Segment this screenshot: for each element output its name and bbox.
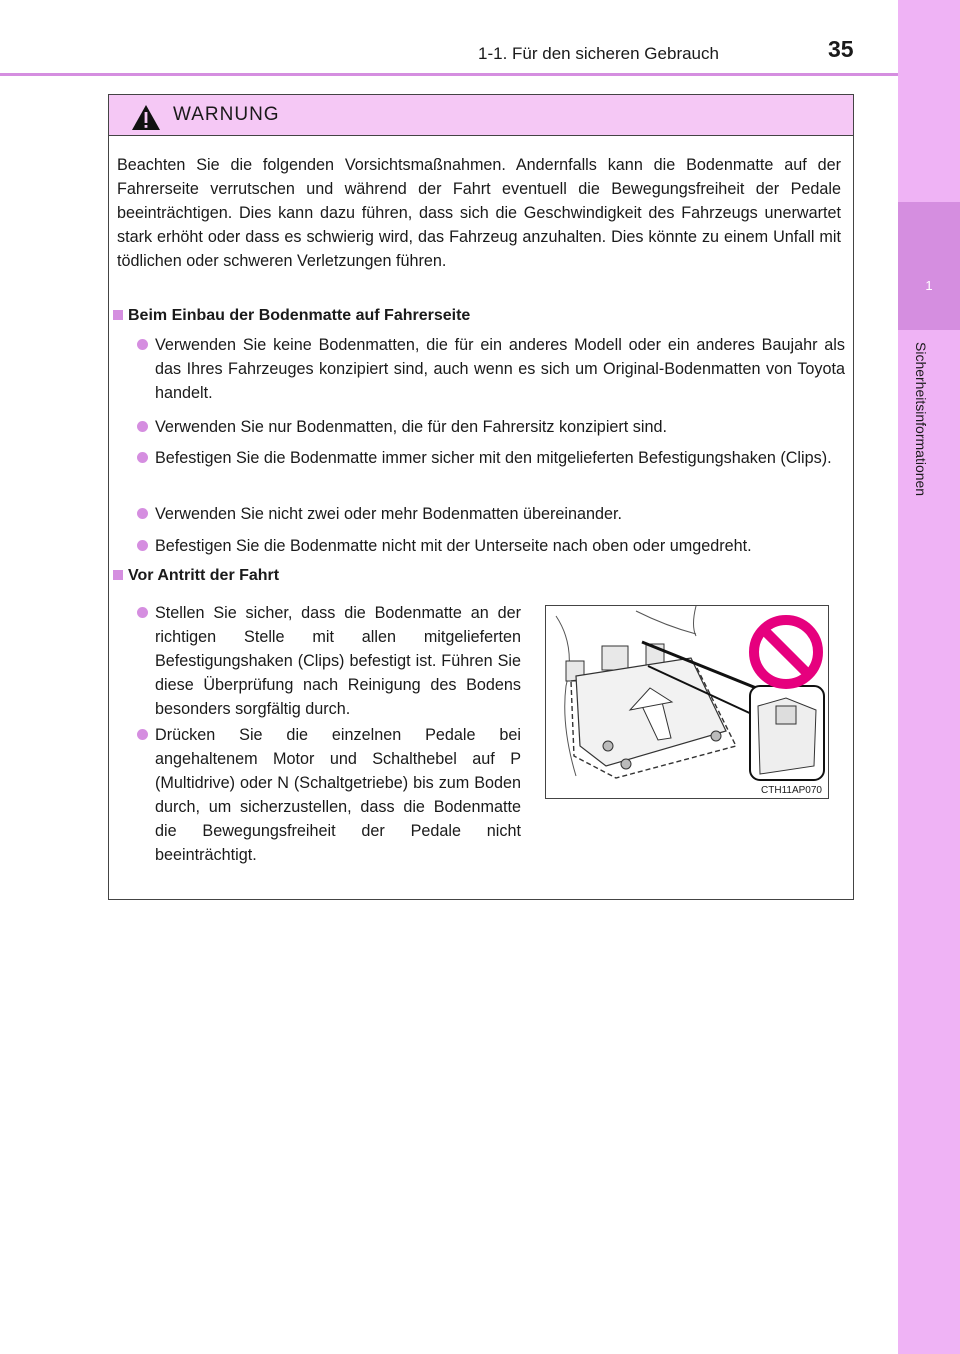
warning-triangle-icon [131, 104, 161, 131]
bullet-dot-icon [137, 540, 148, 551]
list-item [155, 723, 521, 867]
chapter-number: 1 [925, 278, 933, 293]
list-item [155, 502, 845, 526]
header-rule [0, 73, 898, 76]
chapter-marker [898, 202, 960, 330]
section-heading-text: Vor Antritt der Fahrt [128, 567, 280, 584]
warning-box [108, 94, 854, 900]
figure-code: CTH11AP070 [761, 785, 822, 796]
bullet-dot-icon [137, 607, 148, 618]
square-bullet-icon [113, 310, 123, 320]
list-item [155, 415, 845, 439]
page-number: 35 [828, 36, 854, 62]
list-item-text: Verwenden Sie keine Bodenmatten, die für ein anderes Modell oder ein anderes Baujahr als das Ihres Fahrzeuges konzipiert sind, auch wenn es sich um Original-Bodenmatten von Toyota handelt. [155, 336, 845, 402]
bullet-dot-icon [137, 339, 148, 350]
list-item-text: Befestigen Sie die Bodenmatte immer sicher mit den mitgelieferten Befestigungshaken (Clips). [155, 449, 832, 467]
bullet-dot-icon [137, 452, 148, 463]
list-item-text: Befestigen Sie die Bodenmatte nicht mit der Unterseite nach oben oder umgedreht. [155, 537, 752, 555]
bullet-dot-icon [137, 421, 148, 432]
floor-mat-illustration [545, 605, 829, 799]
list-item-text: Stellen Sie sicher, dass die Bodenmatte an der richtigen Stelle mit allen mitgelieferten Befestigungshaken (Clips) befestigt ist. Führen Sie diese Überprüfung nach Reinigung des Bodens besonders sorgfältig durch. [155, 604, 521, 718]
section-heading-installation [113, 307, 470, 325]
square-bullet-icon [113, 570, 123, 580]
bullet-dot-icon [137, 508, 148, 519]
section-title: 1-1. Für den sicheren Gebrauch [478, 44, 719, 63]
list-item [155, 333, 845, 405]
chapter-label: Sicherheitsinformationen [913, 342, 929, 497]
list-item-text: Verwenden Sie nur Bodenmatten, die für den Fahrersitz konzipiert sind. [155, 418, 667, 436]
list-item [155, 534, 845, 558]
warning-header [109, 95, 853, 136]
bullet-dot-icon [137, 729, 148, 740]
list-item-text: Drücken Sie die einzelnen Pedale bei angehaltenem Motor und Schalthebel auf P (Multidrive) oder N (Schaltgetriebe) bis zum Boden durch, um sicherzustellen, dass die Bodenmatte die Bewegungsfreiheit der Pedale nicht beeinträchtigt. [155, 726, 521, 864]
warning-intro: Beachten Sie die folgenden Vorsichtsmaßnahmen. Andernfalls kann die Bodenmatte auf der Fahrerseite verrutschen und während der Fahrt eventuell die Bewegungsfreiheit der Pedale beeinträchtigen. Dies kann dazu führen, dass sich die Geschwindigkeit des Fahrzeugs unerwartet stark erhöht oder dass es schwierig wird, das Fahrzeug anzuhalten. Dies könnte zu einem Unfall mit tödlichen oder schweren Verletzungen führen. [117, 156, 841, 270]
section-heading-text: Beim Einbau der Bodenmatte auf Fahrerseite [128, 307, 471, 324]
list-item [155, 601, 521, 721]
floor-mat-drawing [546, 606, 828, 798]
list-item-text: Verwenden Sie nicht zwei oder mehr Bodenmatten übereinander. [155, 505, 623, 523]
list-item [155, 446, 845, 470]
warning-title: WARNUNG [173, 104, 280, 125]
section-heading-before-driving [113, 567, 279, 585]
